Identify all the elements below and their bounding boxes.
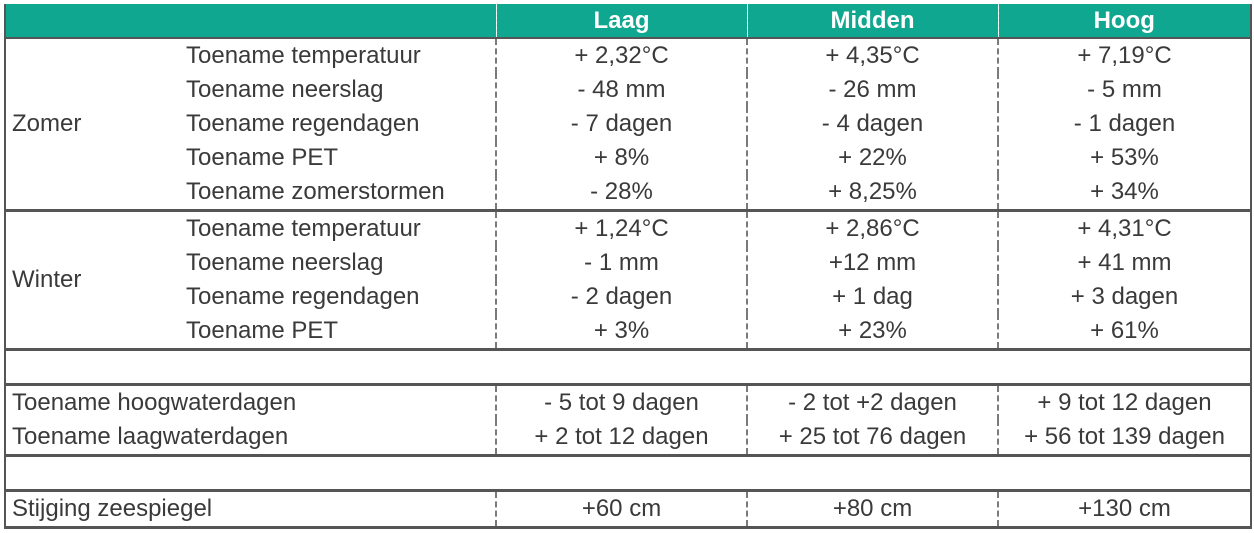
spacer-row — [5, 350, 1251, 385]
cell-midden: - 2 tot +2 dagen — [747, 385, 998, 421]
spacer-row — [5, 456, 1251, 491]
cell-laag: + 3% — [496, 314, 747, 350]
cell-hoog: + 61% — [998, 314, 1251, 350]
row-label: Toename regendagen — [186, 110, 420, 137]
row-label: Toename laagwaterdagen — [5, 420, 496, 456]
header-row — [5, 4, 1251, 38]
cell-midden: + 1 dag — [747, 280, 998, 314]
cell-hoog: + 41 mm — [998, 246, 1251, 280]
row-label: Stijging zeespiegel — [12, 495, 213, 522]
cell-laag: - 28% — [496, 175, 747, 211]
table-row — [5, 491, 1251, 528]
cell-laag: + 1,24°C — [496, 211, 747, 247]
cell-laag: - 7 dagen — [496, 107, 747, 141]
table-row — [5, 175, 1251, 211]
header-laag: Laag — [496, 4, 747, 38]
cell-midden: - 26 mm — [747, 73, 998, 107]
cell-hoog: + 34% — [998, 175, 1251, 211]
climate-scenario-table — [4, 4, 1252, 529]
cell-hoog: + 4,31°C — [998, 211, 1251, 247]
season-label-winter: Winter — [5, 211, 180, 350]
table-row — [5, 246, 1251, 280]
cell-laag: - 5 tot 9 dagen — [496, 385, 747, 421]
season-label-zomer: Zomer — [5, 38, 180, 211]
row-label: Toename temperatuur — [186, 42, 421, 69]
table-row — [5, 141, 1251, 175]
cell-midden: + 25 tot 76 dagen — [747, 420, 998, 456]
spacer-cell — [5, 456, 1251, 491]
cell-midden: + 8,25% — [747, 175, 998, 211]
cell-hoog: + 56 tot 139 dagen — [998, 420, 1251, 456]
table-row — [5, 385, 1251, 421]
cell-laag: +60 cm — [496, 491, 747, 528]
row-label: Toename neerslag — [186, 249, 384, 276]
table-row — [5, 280, 1251, 314]
row-label: Toename hoogwaterdagen — [12, 389, 297, 416]
cell-hoog: - 5 mm — [998, 73, 1251, 107]
cell-midden: + 4,35°C — [747, 38, 998, 73]
spacer-cell — [5, 350, 1251, 385]
table-row — [5, 420, 1251, 456]
cell-hoog: + 9 tot 12 dagen — [998, 385, 1251, 421]
cell-laag: - 2 dagen — [496, 280, 747, 314]
header-hoog: Hoog — [998, 4, 1251, 38]
cell-laag: + 2 tot 12 dagen — [496, 420, 747, 456]
cell-laag: + 8% — [496, 141, 747, 175]
cell-laag: + 2,32°C — [496, 38, 747, 73]
table-row — [5, 107, 1251, 141]
cell-midden: +12 mm — [747, 246, 998, 280]
cell-laag: - 48 mm — [496, 73, 747, 107]
cell-midden: + 22% — [747, 141, 998, 175]
header-blank-cell — [5, 4, 496, 38]
row-label: Toename zomerstormen — [180, 175, 496, 211]
cell-midden: + 23% — [747, 314, 998, 350]
table-row — [5, 73, 1251, 107]
row-label: Toename neerslag — [186, 76, 384, 103]
table-row — [5, 211, 1251, 247]
cell-midden: +80 cm — [747, 491, 998, 528]
cell-hoog: + 7,19°C — [998, 38, 1251, 73]
row-label: Toename PET — [186, 144, 339, 171]
cell-midden: - 4 dagen — [747, 107, 998, 141]
cell-hoog: +130 cm — [998, 491, 1251, 528]
climate-scenario-table-container — [4, 4, 1252, 529]
cell-hoog: + 3 dagen — [998, 280, 1251, 314]
table-row — [5, 38, 1251, 73]
row-label: Toename regendagen — [186, 283, 420, 310]
table-row — [5, 314, 1251, 350]
cell-laag: - 1 mm — [496, 246, 747, 280]
header-midden: Midden — [747, 4, 998, 38]
cell-midden: + 2,86°C — [747, 211, 998, 247]
cell-hoog: - 1 dagen — [998, 107, 1251, 141]
cell-hoog: + 53% — [998, 141, 1251, 175]
row-label: Toename PET — [180, 314, 496, 350]
row-label: Toename temperatuur — [186, 215, 421, 242]
